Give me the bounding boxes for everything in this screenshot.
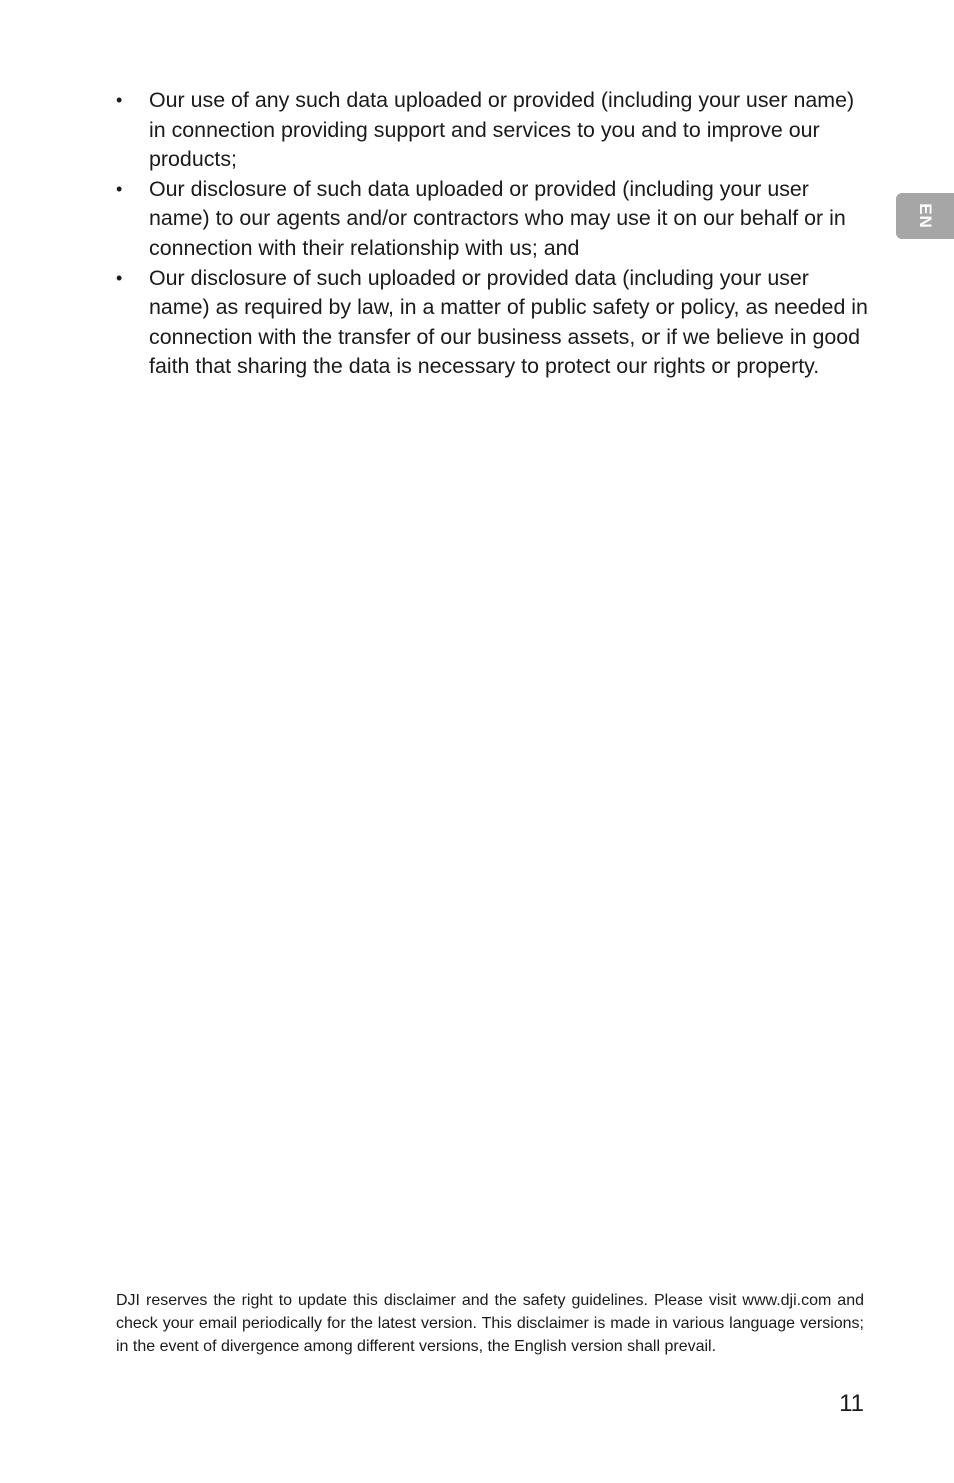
bullet-icon: •	[116, 267, 123, 288]
bullet-text: Our disclosure of such data uploaded or provided (including your user name) to our agents and/or contractors who may use it on our behalf or in connection with their relationship with us; and	[149, 176, 846, 260]
bullet-icon: •	[116, 90, 123, 110]
language-tab-label: EN	[916, 203, 935, 229]
bullet-item	[116, 264, 868, 382]
bullet-item	[116, 175, 868, 264]
page-number: 11	[839, 1390, 864, 1417]
bullet-icon: •	[116, 178, 123, 199]
bullet-text: Our disclosure of such uploaded or provided data (including your user name) as required by law, in a matter of public safety or policy, as needed in connection with the transfer of our business assets, or if we believe in good faith that sharing the data is necessary to protect our rights or property.	[149, 265, 868, 379]
disclaimer-footer-note: DJI reserves the right to update this disclaimer and the safety guidelines. Please visit www.dji.com and check your email periodically for the latest version. This disclaimer is made in various language versions; in the event of divergence among different versions, the English version shall prevail.	[116, 1292, 864, 1355]
bullet-text: Our use of any such data uploaded or provided (including your user name) in connection providing support and services to you and to improve our products;	[149, 88, 855, 172]
bullet-list	[116, 86, 868, 382]
bullet-item	[116, 86, 868, 175]
language-tab	[896, 193, 954, 239]
